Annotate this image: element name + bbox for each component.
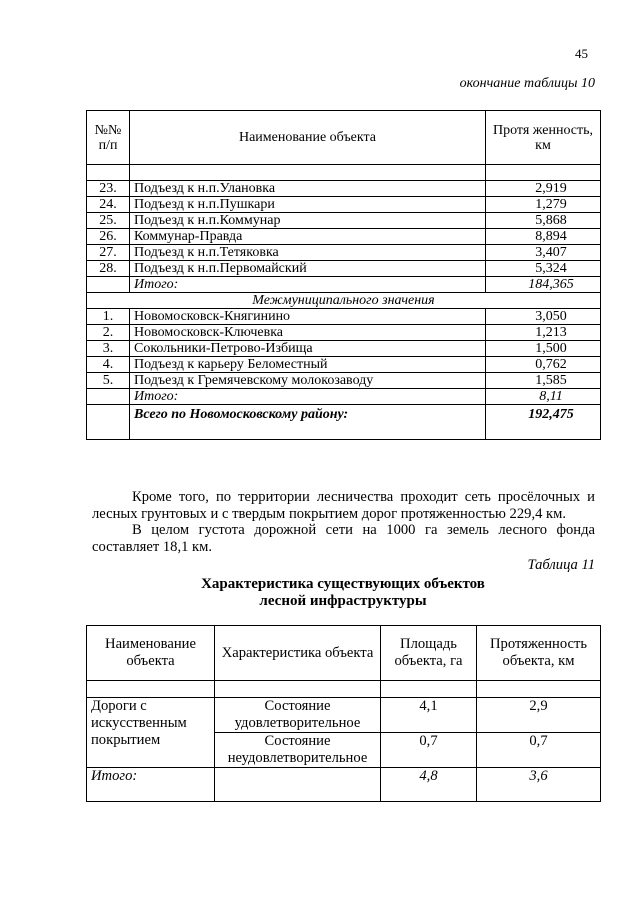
row-num: 25. [87,213,130,229]
header-length: Протяженность объекта, км [477,626,601,681]
row-length: 3,050 [486,309,601,325]
row-num: 4. [87,357,130,373]
total-length: 3,6 [477,768,601,802]
row-num: 5. [87,373,130,389]
header-num: №№ п/п [87,111,130,165]
object-name: Дороги с искусственным покрытием [87,698,215,768]
paragraph-2: В целом густота дорожной сети на 1000 га земель лесного фонда составляет 18,1 км. [92,522,595,555]
row-name: Коммунар-Правда [130,229,486,245]
table-row [87,229,601,245]
subtotal-row [87,389,601,405]
row-num: 24. [87,197,130,213]
row-length: 8,894 [486,229,601,245]
grand-total-value: 192,475 [486,405,601,440]
row-name: Подъезд к н.п.Пушкари [130,197,486,213]
row-area: 4,1 [381,698,477,733]
total-area: 4,8 [381,768,477,802]
table10-header-row [87,111,601,165]
grand-total-row [87,405,601,440]
table-10 [86,110,601,440]
row-length: 1,213 [486,325,601,341]
row-name: Сокольники-Петрово-Избища [130,341,486,357]
row-length: 2,919 [486,181,601,197]
row-length: 2,9 [477,698,601,733]
row-length: 5,868 [486,213,601,229]
table-row [87,245,601,261]
table-row [87,309,601,325]
subtotal-value: 184,365 [486,277,601,293]
subtotal-value: 8,11 [486,389,601,405]
row-length: 3,407 [486,245,601,261]
header-char: Характеристика объекта [215,626,381,681]
table-row [87,341,601,357]
table-row [87,181,601,197]
header-name: Наименование объекта [130,111,486,165]
total-row [87,768,601,802]
row-name: Подъезд к н.п.Улановка [130,181,486,197]
table11-spacer-row [87,681,601,698]
table10-spacer-row [87,165,601,181]
row-num: 28. [87,261,130,277]
section-title: Межмуниципального значения [87,293,601,309]
row-char: Состояние неудовлетворительное [215,733,381,768]
row-length: 5,324 [486,261,601,277]
section-row [87,293,601,309]
row-name: Подъезд к карьеру Беломестный [130,357,486,373]
grand-total-label: Всего по Новомосковскому району: [130,405,486,440]
row-name: Подъезд к Гремячевскому молокозаводу [130,373,486,389]
row-num: 1. [87,309,130,325]
row-area: 0,7 [381,733,477,768]
subtotal-label: Итого: [130,277,486,293]
row-name: Новомосковск-Княгинино [130,309,486,325]
table11-header-row [87,626,601,681]
row-length: 0,7 [477,733,601,768]
row-length: 0,762 [486,357,601,373]
subtotal-row [87,277,601,293]
row-length: 1,585 [486,373,601,389]
total-label: Итого: [87,768,215,802]
header-name: Наименование объекта [87,626,215,681]
row-length: 1,279 [486,197,601,213]
table-row [87,698,601,733]
table-row [87,197,601,213]
subtotal-label: Итого: [130,389,486,405]
table10-caption: окончание таблицы 10 [459,76,595,91]
row-num: 26. [87,229,130,245]
row-name: Новомосковск-Ключевка [130,325,486,341]
table11-caption: Таблица 11 [527,557,595,573]
table-11 [86,625,601,802]
paragraph-1: Кроме того, по территории лесничества проходит сеть просёлочных и лесных грунтовых и с твердым покрытием дорог протяженностью 229,4 км. [92,489,595,522]
row-name: Подъезд к н.п.Первомайский [130,261,486,277]
table-row [87,213,601,229]
row-name: Подъезд к н.п.Тетяковка [130,245,486,261]
header-length: Протя женность, км [486,111,601,165]
row-length: 1,500 [486,341,601,357]
row-num: 2. [87,325,130,341]
row-name: Подъезд к н.п.Коммунар [130,213,486,229]
header-area: Площадь объекта, га [381,626,477,681]
table-row [87,373,601,389]
row-char: Состояние удовлетворительное [215,698,381,733]
title-line-1: Характеристика существующих объектов [201,576,485,592]
title-line-2: лесной инфраструктуры [259,593,427,609]
row-num: 23. [87,181,130,197]
table-row [87,357,601,373]
table11-title [86,576,600,610]
table-row [87,325,601,341]
row-num: 3. [87,341,130,357]
page-number: 45 [575,46,588,61]
table-row [87,261,601,277]
row-num: 27. [87,245,130,261]
